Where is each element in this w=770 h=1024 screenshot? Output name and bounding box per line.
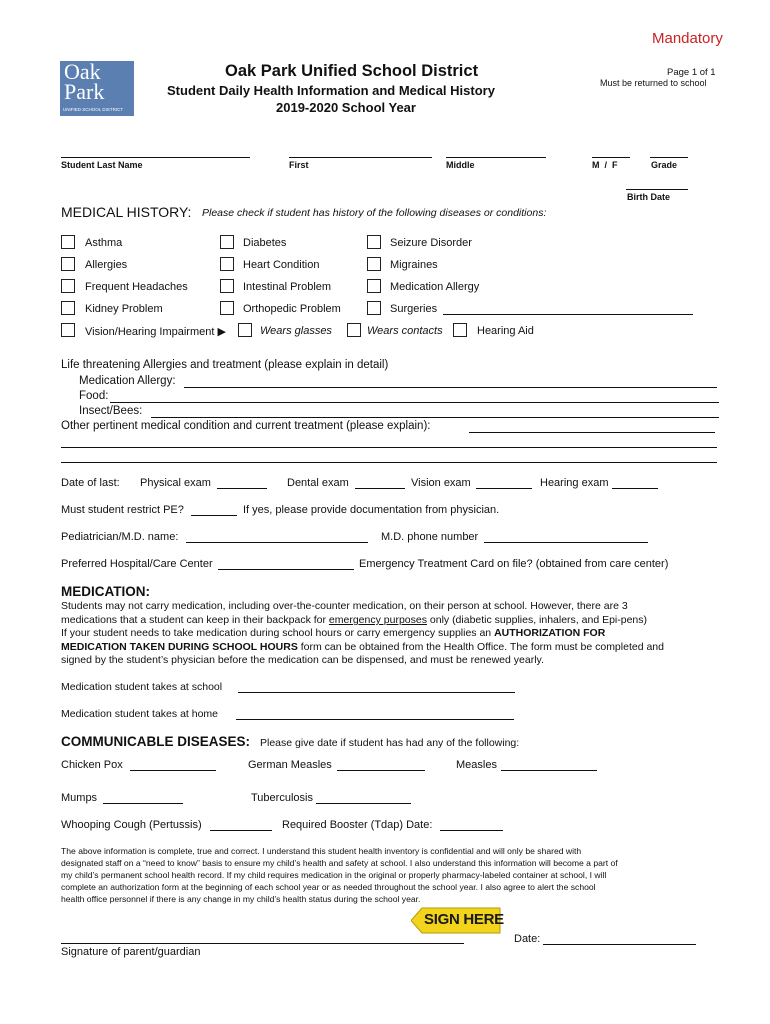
allergies-checkbox[interactable] (61, 257, 75, 271)
intestinal-checkbox[interactable] (220, 279, 234, 293)
last-name-line[interactable] (61, 157, 250, 158)
diabetes-checkbox[interactable] (220, 235, 234, 249)
return-note: Must be returned to school (600, 78, 707, 88)
contacts-label: Wears contacts (367, 325, 443, 337)
med-at-home-label: Medication student takes at home (61, 708, 219, 720)
statement-line-3: my child’s permanent school health record. If my child requires medication in the original or properly pharmacy-labeled container at school, I will (61, 870, 607, 880)
hearing-aid-label: Hearing Aid (477, 325, 534, 337)
page-number: Page 1 of 1 (667, 67, 716, 78)
heart-checkbox[interactable] (220, 257, 234, 271)
medication-para-4-post: form can be obtained from the Health Office. The form must be completed and (297, 641, 664, 653)
grade-line[interactable] (650, 157, 688, 158)
heart-label: Heart Condition (243, 259, 320, 271)
measles-line[interactable] (501, 770, 597, 771)
surgeries-label: Surgeries (390, 303, 438, 315)
mumps-label: Mumps (61, 792, 98, 804)
form-subtitle: Student Daily Health Information and Medical History (167, 83, 495, 98)
pediatrician-label: Pediatrician/M.D. name: (61, 531, 179, 543)
md-phone-line[interactable] (484, 542, 648, 543)
hearing-exam-line[interactable] (612, 488, 658, 489)
date-of-last-label: Date of last: (61, 477, 120, 489)
hearing-exam-label: Hearing exam (540, 477, 609, 489)
authorization-form-name-1: AUTHORIZATION FOR (494, 627, 606, 639)
whooping-cough-label: Whooping Cough (Pertussis) (61, 819, 202, 831)
last-name-label: Student Last Name (61, 160, 143, 170)
kidney-checkbox[interactable] (61, 301, 75, 315)
signature-line[interactable] (61, 943, 464, 944)
food-allergy-prompt: Food: (79, 390, 109, 402)
headaches-checkbox[interactable] (61, 279, 75, 293)
chicken-pox-label: Chicken Pox (61, 759, 123, 771)
pediatrician-line[interactable] (186, 542, 368, 543)
emergency-card-label: Emergency Treatment Card on file? (obtained from care center) (359, 558, 669, 570)
medication-para-2-post: only (diabetic supplies, inhalers, and Epi-pens) (426, 614, 648, 626)
medication-para-line-1: Students may not carry medication, including over-the-counter medication, on their person at school. However, there are 3 (61, 600, 628, 612)
tuberculosis-label: Tuberculosis (251, 792, 313, 804)
seizure-checkbox[interactable] (367, 235, 381, 249)
signature-label: Signature of parent/guardian (61, 946, 201, 958)
md-phone-label: M.D. phone number (381, 531, 479, 543)
communicable-instruction: Please give date if student has had any of the following: (260, 737, 520, 749)
medication-allergy-label: Medication Allergy (390, 281, 480, 293)
migraines-label: Migraines (390, 259, 438, 271)
restrict-pe-note: If yes, please provide documentation from physician. (243, 504, 500, 516)
medication-allergy-checkbox[interactable] (367, 279, 381, 293)
medical-history-instruction: Please check if student has history of the following diseases or conditions: (202, 207, 547, 219)
middle-name-label: Middle (446, 160, 475, 170)
first-name-line[interactable] (289, 157, 432, 158)
booster-line[interactable] (440, 830, 503, 831)
sign-here-arrow (411, 907, 504, 934)
restrict-pe-label: Must student restrict PE? (61, 504, 184, 516)
hearing-aid-checkbox[interactable] (453, 323, 467, 337)
food-allergy-line[interactable] (110, 402, 719, 403)
physical-exam-label: Physical exam (140, 477, 211, 489)
logo-text-park: Park (64, 79, 105, 104)
medication-para-2-pre: medications that a student can keep in their backpack for (61, 614, 329, 626)
tuberculosis-line[interactable] (316, 803, 411, 804)
insect-allergy-prompt: Insect/Bees: (79, 405, 143, 417)
statement-line-4: complete an authorization form at the beginning of each school year or as needed throughout the school year. I also agree to alert the school (61, 882, 596, 892)
medication-allergy-line[interactable] (184, 387, 717, 388)
district-logo (60, 61, 134, 116)
medication-allergy-prompt: Medication Allergy: (79, 375, 176, 387)
med-at-school-label: Medication student takes at school (61, 681, 223, 693)
gender-line[interactable] (592, 157, 630, 158)
date-label: Date: (514, 933, 541, 945)
surgeries-line[interactable] (443, 314, 693, 315)
contacts-checkbox[interactable] (347, 323, 361, 337)
medication-para-line-3 (61, 627, 605, 639)
booster-label: Required Booster (Tdap) Date: (282, 819, 433, 831)
glasses-label: Wears glasses (260, 325, 332, 337)
other-condition-line-2[interactable] (61, 447, 717, 448)
asthma-label: Asthma (85, 237, 123, 249)
school-year: 2019-2020 School Year (276, 100, 416, 115)
diabetes-label: Diabetes (243, 237, 287, 249)
dental-exam-label: Dental exam (287, 477, 349, 489)
communicable-title: COMMUNICABLE DISEASES: (61, 734, 251, 749)
med-at-home-line[interactable] (236, 719, 514, 720)
mandatory-label: Mandatory (652, 30, 723, 47)
other-condition-line-1[interactable] (469, 432, 715, 433)
vision-label: Vision/Hearing Impairment ▶ (85, 326, 226, 338)
hospital-line[interactable] (218, 569, 354, 570)
german-measles-line[interactable] (337, 770, 425, 771)
allergies-heading: Life threatening Allergies and treatment (please explain in detail) (61, 359, 389, 371)
statement-line-2: designated staff on a “need to know” basis to ensure my child’s health and safety at school. I also understand this information will become a part of (61, 858, 618, 868)
medical-history-title: MEDICAL HISTORY: (61, 204, 192, 220)
hospital-label: Preferred Hospital/Care Center (61, 558, 213, 570)
chicken-pox-line[interactable] (130, 770, 216, 771)
vision-checkbox[interactable] (61, 323, 75, 337)
surgeries-checkbox[interactable] (367, 301, 381, 315)
first-name-label: First (289, 160, 309, 170)
other-condition-prompt: Other pertinent medical condition and current treatment (please explain): (61, 420, 431, 432)
emergency-purposes-text: emergency purposes (328, 614, 427, 626)
med-at-school-line[interactable] (238, 692, 515, 693)
vision-exam-line[interactable] (476, 488, 532, 489)
glasses-checkbox[interactable] (238, 323, 252, 337)
logo-caption: UNIFIED SCHOOL DISTRICT (63, 107, 124, 112)
migraines-checkbox[interactable] (367, 257, 381, 271)
birth-date-line[interactable] (626, 189, 688, 190)
insect-allergy-line[interactable] (151, 417, 719, 418)
mumps-line[interactable] (103, 803, 183, 804)
physical-exam-line[interactable] (217, 488, 267, 489)
grade-label: Grade (651, 160, 678, 170)
seizure-label: Seizure Disorder (390, 237, 472, 249)
date-line[interactable] (543, 944, 696, 945)
medication-para-3-pre: If your student needs to take medication during school hours or carry emergency supplies an (61, 627, 495, 639)
asthma-checkbox[interactable] (61, 235, 75, 249)
medication-para-line-5: signed by the student’s physician before the medication can be dispensed, and must be renewed yearly. (61, 654, 544, 666)
medication-title: MEDICATION: (61, 584, 150, 599)
sign-here-text: SIGN HERE (424, 911, 504, 928)
vision-exam-label: Vision exam (411, 477, 471, 489)
intestinal-label: Intestinal Problem (243, 281, 332, 293)
other-condition-line-3[interactable] (61, 462, 717, 463)
middle-name-line[interactable] (446, 157, 546, 158)
allergies-label: Allergies (85, 259, 128, 271)
gender-label: M / F (592, 160, 618, 170)
orthopedic-checkbox[interactable] (220, 301, 234, 315)
kidney-label: Kidney Problem (85, 303, 163, 315)
medication-para-line-2 (61, 614, 647, 626)
headaches-label: Frequent Headaches (85, 281, 188, 293)
orthopedic-label: Orthopedic Problem (243, 303, 341, 315)
medication-para-line-4 (61, 641, 664, 653)
german-measles-label: German Measles (248, 759, 332, 771)
restrict-pe-line[interactable] (191, 515, 237, 516)
statement-line-1: The above information is complete, true and correct. I understand this student health inventory is confidential and will only be shared with (61, 846, 582, 856)
logo-text-oak: Oak (64, 59, 101, 84)
statement-line-5: health office personnel if there is any change in my child’s health status during the school year. (61, 894, 421, 904)
district-title: Oak Park Unified School District (225, 62, 479, 80)
authorization-form-name-2: MEDICATION TAKEN DURING SCHOOL HOURS (61, 641, 298, 653)
birth-date-label: Birth Date (627, 192, 671, 202)
measles-label: Measles (456, 759, 497, 771)
dental-exam-line[interactable] (355, 488, 405, 489)
whooping-cough-line[interactable] (210, 830, 272, 831)
